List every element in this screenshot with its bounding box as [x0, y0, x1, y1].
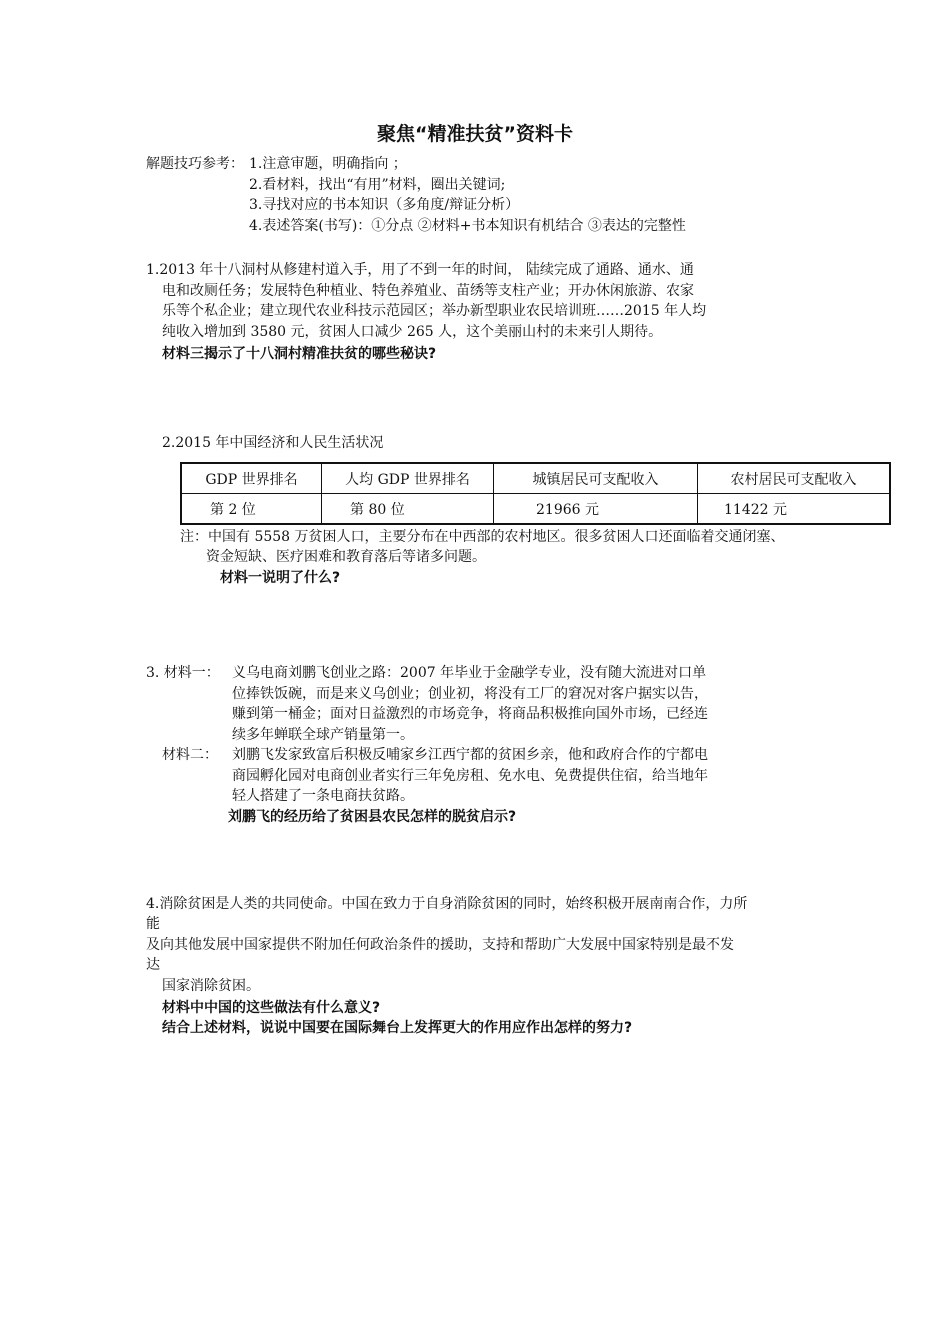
table-header-cell: 人均 GDP 世界排名 — [322, 463, 494, 494]
q2-note: 注：中国有 5558 万贫困人口，主要分布在中西部的农村地区。很多贫困人口还面临着交通闭塞、 — [180, 529, 785, 545]
q1-question: 材料三揭示了十八洞村精准扶贫的哪些秘诀? — [162, 346, 437, 362]
q4-line: 及向其他发展中国家提供不附加任何政治条件的援助，支持和帮助广大发展中国家特别是最不发 — [146, 937, 734, 953]
table-header-cell: GDP 世界排名 — [181, 463, 322, 494]
q4-line: 国家消除贫困。 — [162, 978, 260, 994]
table-header-cell: 农村居民可支配收入 — [698, 463, 891, 494]
q2-question: 材料一说明了什么? — [220, 570, 341, 586]
q4-line: 4.消除贫困是人类的共同使命。中国在致力于自身消除贫困的同时，始终积极开展南南合作，力所 — [146, 896, 748, 912]
q1-line: 纯收入增加到 3580 元，贫困人口减少 265 人，这个美丽山村的未来引人期待。 — [162, 324, 663, 340]
table-header-cell: 城镇居民可支配收入 — [494, 463, 698, 494]
table-cell: 第 2 位 — [181, 494, 322, 525]
tips-label: 解题技巧参考： — [146, 156, 244, 172]
q3-material2-line: 轻人搭建了一条电商扶贫路。 — [232, 788, 414, 804]
tip-item: 4.表述答案(书写)：①分点 ②材料+书本知识有机结合 ③表达的完整性 — [249, 218, 686, 234]
page-title: 聚焦“精准扶贫”资料卡 — [377, 123, 573, 145]
q3-material1-label: 3. 材料一： — [146, 665, 220, 681]
q2-note: 资金短缺、医疗困难和教育落后等诸多问题。 — [206, 549, 486, 565]
q1-line: 1.2013 年十八洞村从修建村道入手，用了不到一年的时间， 陆续完成了通路、通水、通 — [146, 262, 694, 278]
q3-material1-line: 赚到第一桶金；面对日益激烈的市场竞争，将商品积极推向国外市场，已经连 — [232, 706, 708, 722]
q3-material2-label: 材料二： — [162, 747, 218, 763]
q4-question: 材料中中国的这些做法有什么意义? — [162, 1000, 381, 1016]
q4-line: 达 — [146, 957, 160, 973]
tip-item: 3.寻找对应的书本知识（多角度/辩证分析） — [249, 197, 520, 213]
q3-material1-line: 续多年蝉联全球产销量第一。 — [232, 727, 414, 743]
table-cell: 11422 元 — [698, 494, 891, 525]
income-table — [180, 462, 891, 525]
q3-material1-line: 位捧铁饭碗，而是来义乌创业；创业初，将没有工厂的窘况对客户据实以告， — [232, 686, 708, 702]
tip-item: 1.注意审题，明确指向 ； — [249, 156, 407, 172]
q4-line: 能 — [146, 916, 160, 932]
q1-line: 电和改厕任务；发展特色种植业、特色养殖业、苗绣等支柱产业；开办休闲旅游、农家 — [162, 283, 694, 299]
q2-heading: 2.2015 年中国经济和人民生活状况 — [162, 435, 384, 451]
q3-material2-line: 刘鹏飞发家致富后积极反哺家乡江西宁都的贫困乡亲，他和政府合作的宁都电 — [232, 747, 708, 763]
table-cell: 第 80 位 — [322, 494, 494, 525]
q1-line: 乐等个私企业；建立现代农业科技示范园区；举办新型职业农民培训班……2015 年人均 — [162, 303, 707, 319]
q3-material1-line: 义乌电商刘鹏飞创业之路：2007 年毕业于金融学专业，没有随大流进对口单 — [232, 665, 707, 681]
table-cell: 21966 元 — [494, 494, 698, 525]
tip-item: 2.看材料，找出“有用”材料，圈出关键词; — [249, 177, 506, 193]
q3-material2-line: 商园孵化园对电商创业者实行三年免房租、免水电、免费提供住宿，给当地年 — [232, 768, 708, 784]
q4-question: 结合上述材料，说说中国要在国际舞台上发挥更大的作用应作出怎样的努力? — [162, 1020, 633, 1036]
table-row — [181, 494, 890, 525]
q3-question: 刘鹏飞的经历给了贫困县农民怎样的脱贫启示? — [228, 809, 517, 825]
table-header-row — [181, 463, 890, 494]
